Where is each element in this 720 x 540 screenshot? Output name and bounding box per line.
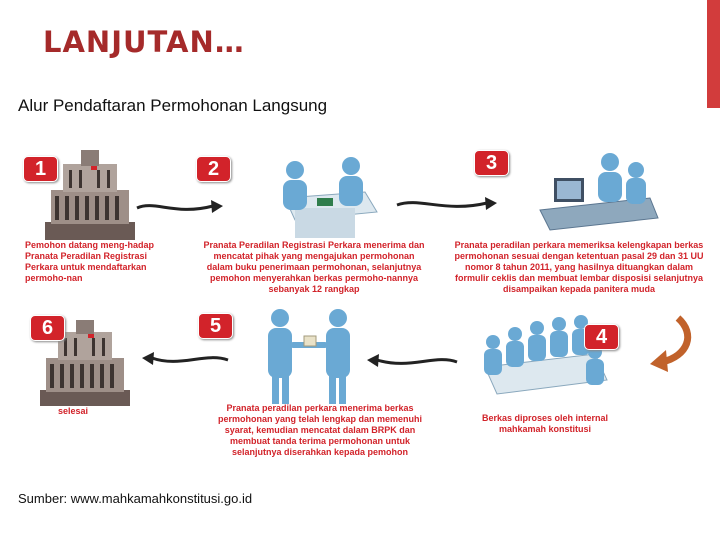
court-building-illustration-1	[45, 150, 135, 240]
arrow-1-to-2	[135, 198, 225, 218]
step-1-caption: Pemohon datang meng-hadap Pranata Peradilan Registrasi Perkara untuk mendaftarkan permoho-nan	[25, 240, 155, 283]
arrow-2-to-3	[395, 195, 500, 215]
slide-subtitle: Alur Pendaftaran Permohonan Langsung	[18, 96, 328, 115]
step-1-badge: 1	[23, 156, 58, 182]
arrow-3-to-4	[648, 316, 693, 372]
step-5-caption: Pranata peradilan perkara menerima berkas permohonan yang telah lengkap dan memenuhi syarat, kemudian mencatat dalam BRPK dan membuat tanda terima permohonan untuk selanjutnya diserahkan kepada pemohon	[217, 403, 423, 457]
step-6-caption: selesai	[58, 406, 89, 416]
step-4-caption: Berkas diproses oleh internal mahkamah konstitusi	[481, 413, 609, 434]
registration-desk-illustration	[265, 150, 380, 240]
step-3-badge: 3	[474, 150, 509, 176]
verification-computer-illustration	[530, 150, 660, 235]
arrow-4-to-5	[365, 352, 460, 372]
step-2-badge: 2	[196, 156, 231, 182]
step-6-badge: 6	[30, 315, 65, 341]
step-5-badge: 5	[198, 313, 233, 339]
step-2-caption: Pranata Peradilan Registrasi Perkara menerima dan mencatat pihak yang mengajukan permohonan dalam buku penerimaan permohonan, selanjutnya pemohon menyerahkan berkas permoho-nannya sebanyak 12 rangkap	[203, 240, 425, 294]
source-note: Sumber: www.mahkamahkonstitusi.go.id	[18, 491, 253, 506]
accent-bar	[707, 0, 720, 108]
handover-illustration	[262, 308, 357, 406]
step-4-badge: 4	[584, 324, 619, 350]
arrow-5-to-6	[140, 350, 230, 370]
slide-title: LANJUTAN…	[43, 25, 245, 59]
step-3-caption: Pranata peradilan perkara memeriksa kelengkapan berkas permohonan sesuai dengan ketentuan pasal 29 dan 31 UU nomor 8 tahun 2011, yang hasilnya dituangkan dalam formulir ceklis dan membuat lembar disposisi selanjutnya disampaikan kepada panitera muda	[454, 240, 704, 294]
